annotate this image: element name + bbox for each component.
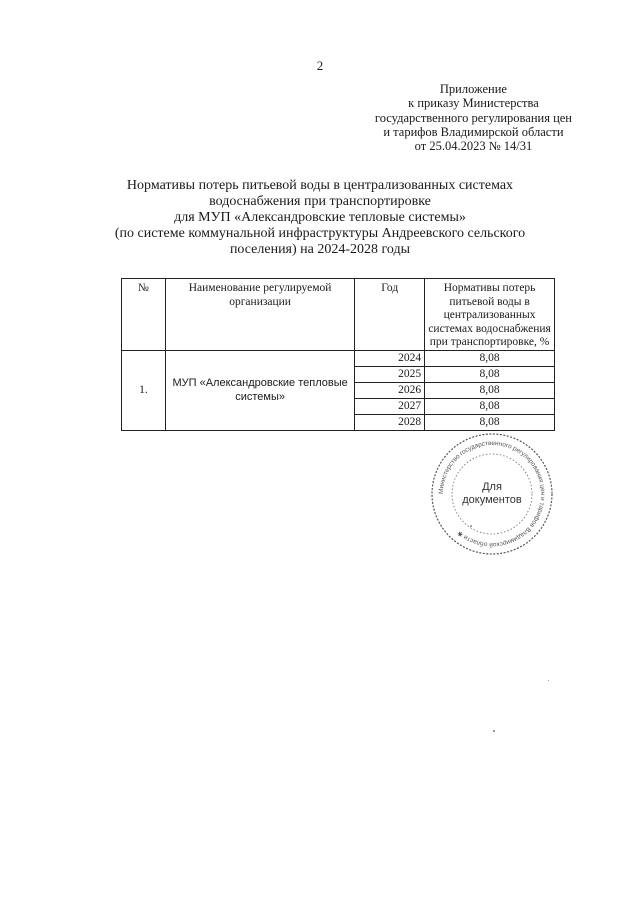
title-line: Нормативы потерь питьевой воды в централизованных системах (126, 178, 514, 193)
table-header-row (122, 279, 555, 351)
organization-name: МУП «Александровские тепловые системы» (165, 351, 355, 431)
header-year: Год (355, 279, 425, 351)
year-cell: 2026 (355, 383, 425, 399)
annex-line: и тарифов Владимирской области (383, 124, 564, 139)
norm-value-cell: 8,08 (425, 415, 555, 431)
norm-value-cell: 8,08 (425, 399, 555, 415)
stamp-ring-textpath: Министерство государственного регулирования цен и тарифов Владимирской области ✱ (437, 439, 547, 549)
document-title (100, 178, 540, 258)
title-line: для МУП «Александровские тепловые системы» (174, 210, 466, 225)
year-cell: 2025 (355, 367, 425, 383)
title-line: водоснабжения при транспортировке (209, 194, 431, 209)
annex-block (375, 82, 572, 153)
norms-table (121, 278, 555, 431)
annex-line: к приказу Министерства (408, 96, 539, 111)
norm-value-cell: 8,08 (425, 367, 555, 383)
year-cell: 2028 (355, 415, 425, 431)
norm-value-cell: 8,08 (425, 351, 555, 367)
year-cell: 2027 (355, 399, 425, 415)
official-stamp (430, 432, 554, 556)
annex-line: Приложение (439, 82, 507, 96)
scan-speck (493, 730, 495, 732)
title-line: поселения) на 2024-2028 годы (229, 242, 411, 257)
table-row (122, 351, 555, 367)
row-number: 1. (122, 351, 166, 431)
header-norm: Нормативы потерь питьевой воды в централизованных системах водоснабжения при транспортировке, % (425, 279, 555, 351)
scan-speck (548, 680, 549, 681)
header-organization: Наименование регулируемой организации (165, 279, 355, 351)
annex-line: от 25.04.2023 № 14/31 (414, 139, 533, 154)
stamp-center (430, 432, 554, 556)
header-number: № (122, 279, 166, 351)
annex-line: государственного регулирования цен (374, 110, 572, 125)
title-line: (по системе коммунальной инфраструктуры Андреевского сельского (114, 226, 526, 241)
stamp-text-line: Для (482, 481, 502, 493)
page-number: 2 (316, 58, 324, 73)
year-cell: 2024 (355, 351, 425, 367)
stamp-text-line: документов (462, 494, 522, 506)
norm-value-cell: 8,08 (425, 383, 555, 399)
scan-speck (470, 525, 472, 527)
